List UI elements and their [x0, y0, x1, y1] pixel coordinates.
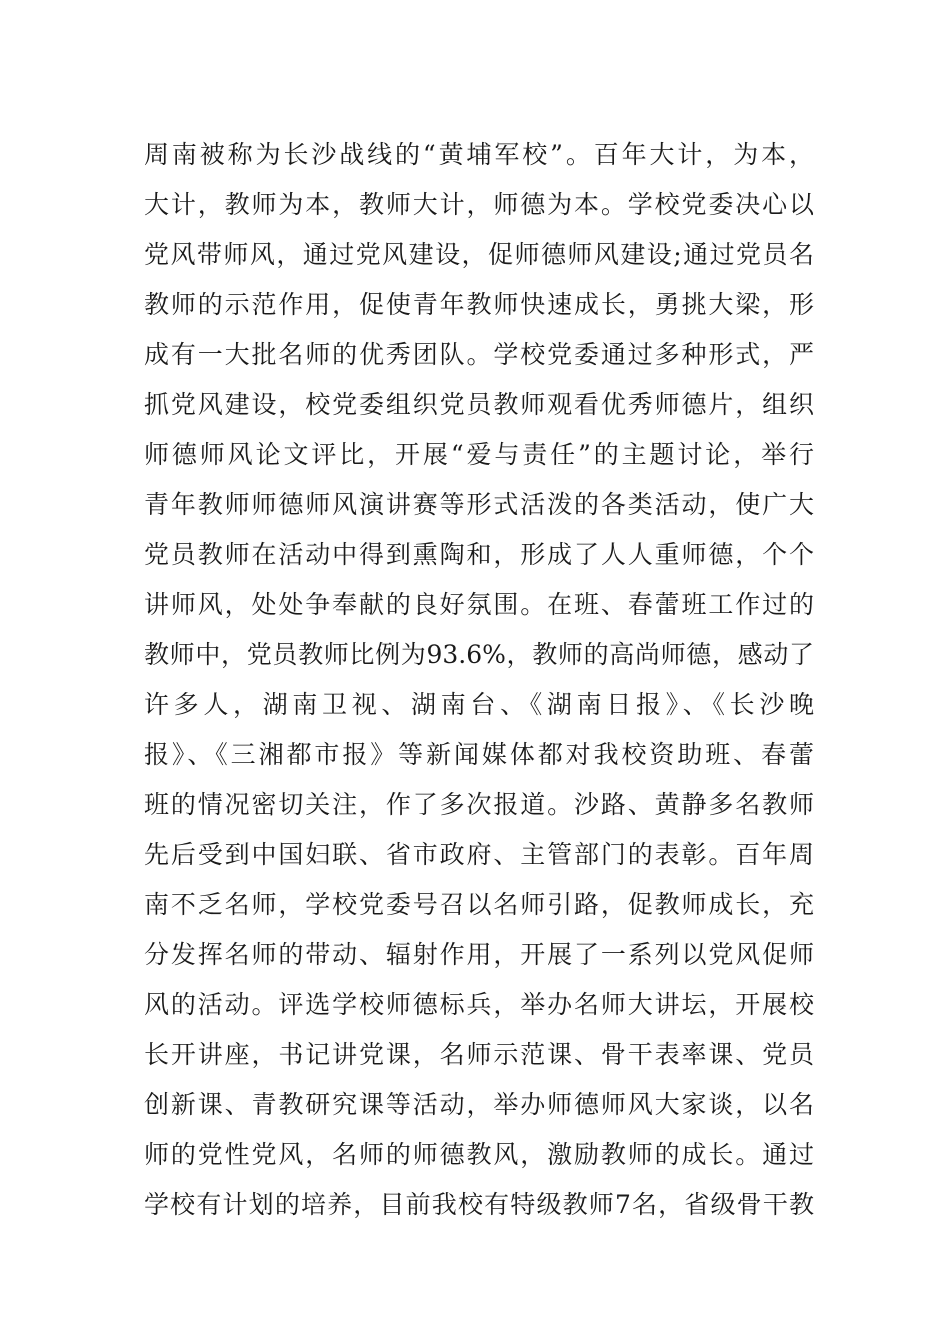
- text-line: 教师中，党员教师比例为93.6%，教师的高尚师德，感动了: [144, 640, 814, 669]
- text-line: 长开讲座，书记讲党课，名师示范课、骨干表率课、党员: [144, 1040, 814, 1069]
- text-line: 青年教师师德师风演讲赛等形式活泼的各类活动，使广大: [144, 490, 814, 519]
- text-line: 先后受到中国妇联、省市政府、主管部门的表彰。百年周: [144, 840, 814, 869]
- body-paragraph: [144, 130, 814, 1230]
- text-line: 班的情况密切关注，作了多次报道。沙路、黄静多名教师: [144, 790, 814, 819]
- text-line: 分发挥名师的带动、辐射作用，开展了一系列以党风促师: [144, 940, 814, 969]
- text-line: 成有一大批名师的优秀团队。学校党委通过多种形式，严: [144, 340, 814, 369]
- text-line: 大计，教师为本，教师大计，师德为本。学校党委决心以: [144, 190, 814, 219]
- text-line: 创新课、青教研究课等活动，举办师德师风大家谈，以名: [144, 1090, 814, 1119]
- text-line: 风的活动。评选学校师德标兵，举办名师大讲坛，开展校: [144, 990, 814, 1019]
- text-line: 学校有计划的培养，目前我校有特级教师7名，省级骨干教: [144, 1190, 814, 1219]
- text-line: 讲师风，处处争奉献的良好氛围。在班、春蕾班工作过的: [144, 590, 814, 619]
- text-line: 抓党风建设，校党委组织党员教师观看优秀师德片，组织: [144, 390, 814, 419]
- text-line: 周南被称为长沙战线的“黄埔军校”。百年大计，为本，: [144, 140, 814, 169]
- text-line: 师的党性党风，名师的师德教风，激励教师的成长。通过: [144, 1140, 814, 1169]
- text-line: 报》、《三湘都市报》等新闻媒体都对我校资助班、春蕾: [144, 740, 814, 769]
- text-line: 南不乏名师，学校党委号召以名师引路，促教师成长，充: [144, 890, 814, 919]
- text-line: 教师的示范作用，促使青年教师快速成长，勇挑大梁，形: [144, 290, 814, 319]
- text-line: 许多人，湖南卫视、湖南台、《湖南日报》、《长沙晚: [144, 690, 814, 719]
- text-line: 党风带师风，通过党风建设，促师德师风建设;通过党员名: [144, 240, 814, 269]
- text-line: 党员教师在活动中得到熏陶和，形成了人人重师德，个个: [144, 540, 814, 569]
- text-line: 师德师风论文评比，开展“爱与责任”的主题讨论，举行: [144, 440, 814, 469]
